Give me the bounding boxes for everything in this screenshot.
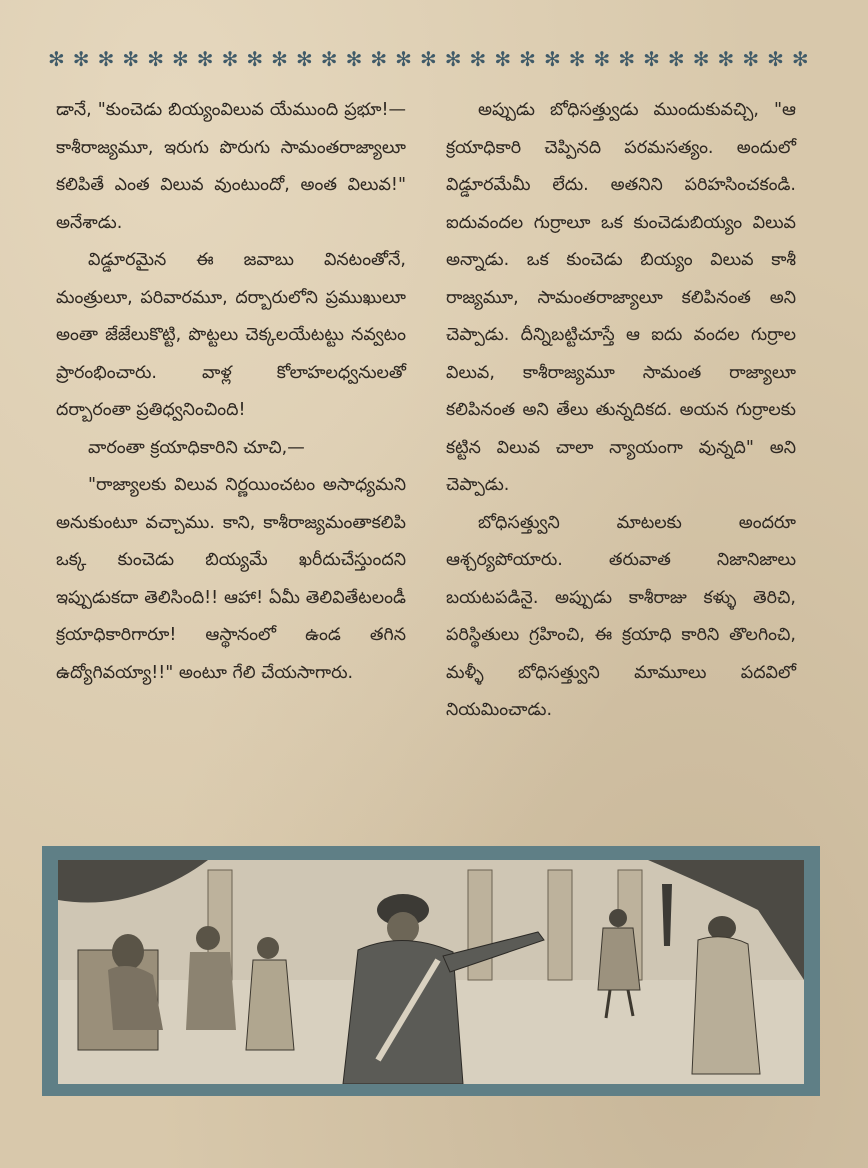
paragraph: విడ్డూరమైన ఈ జవాబు వినటంతోనే, మంత్రులూ, పరివారమూ, దర్బారులోని ప్రముఖులూ అంతా జేజేలుకొట్టి, పొట్టలు చెక్కలయేటట్టు నవ్వటం ప్రారంభించారు. వాళ్ల కోలాహలధ్వనులతో దర్బారంతా ప్రతిధ్వనించింది! xyxy=(56,250,406,420)
star-ornament-icon: ✻ xyxy=(667,47,684,71)
ornamental-border xyxy=(48,46,808,72)
star-ornament-icon: ✻ xyxy=(370,47,387,71)
star-ornament-icon: ✻ xyxy=(171,47,188,71)
star-ornament-icon: ✻ xyxy=(72,47,89,71)
star-ornament-icon: ✻ xyxy=(147,47,163,71)
star-ornament-icon: ✻ xyxy=(395,47,411,71)
star-ornament-icon: ✻ xyxy=(643,47,659,71)
star-ornament-icon: ✻ xyxy=(791,47,808,71)
star-ornament-icon: ✻ xyxy=(345,47,362,71)
star-ornament-icon: ✻ xyxy=(97,47,114,71)
star-ornament-icon: ✻ xyxy=(692,47,709,71)
star-ornament-icon: ✻ xyxy=(742,47,759,71)
star-ornament-icon: ✻ xyxy=(494,47,511,71)
left-text-column xyxy=(56,92,406,692)
star-ornament-icon: ✻ xyxy=(320,47,337,71)
star-ornament-icon: ✻ xyxy=(444,47,461,71)
star-ornament-icon: ✻ xyxy=(543,47,560,71)
star-ornament-icon: ✻ xyxy=(469,47,486,71)
star-ornament-icon: ✻ xyxy=(568,47,585,71)
star-ornament-icon: ✻ xyxy=(519,47,535,71)
paragraph: "రాజ్యాలకు విలువ నిర్ణయించటం అసాధ్యమని అనుకుంటూ వచ్చాము. కాని, కాశీరాజ్యమంతాకలిపి ఒక్క కుంచెడు బియ్యమే ఖరీదుచేస్తుందని ఇప్పుడుకదా తెలిసింది!! ఆహా! ఏమీ తెలివితేటలండీ క్రయాధికారిగారూ! ఆస్థానంలో ఉండ తగిన ఉద్యోగివయ్యా!!" అంటూ గేలి చేయసాగారు. xyxy=(56,475,406,683)
star-ornament-icon: ✻ xyxy=(767,47,783,71)
star-ornament-icon: ✻ xyxy=(246,47,263,71)
star-ornament-icon: ✻ xyxy=(618,47,635,71)
paragraph: బోధిసత్త్వుని మాటలకు అందరూ ఆశ్చర్యపోయారు. తరువాత నిజానిజాలు బయటపడినై. అప్పుడు కాశీరాజు కళ్ళు తెరిచి, పరిస్థితులు గ్రహించి, ఈ క్రయాధి కారిని తొలగించి, మళ్ళీ బోధిసత్త్వుని మామూలు పదవిలో నియమించాడు. xyxy=(446,512,796,720)
paragraph: వారంతా క్రయాధికారిని చూచి,— xyxy=(88,437,305,458)
star-ornament-icon: ✻ xyxy=(419,47,436,71)
star-ornament-icon: ✻ xyxy=(196,47,213,71)
star-ornament-icon: ✻ xyxy=(48,47,64,71)
star-ornament-icon: ✻ xyxy=(593,47,610,71)
star-ornament-icon: ✻ xyxy=(717,47,734,71)
star-ornament-icon: ✻ xyxy=(122,47,139,71)
star-ornament-icon: ✻ xyxy=(271,47,287,71)
star-ornament-icon: ✻ xyxy=(295,47,312,71)
star-ornament-icon: ✻ xyxy=(221,47,238,71)
paragraph: అప్పుడు బోధిసత్త్వుడు ముందుకువచ్చి, "ఆ క్రయాధికారి చెప్పినది పరమసత్యం. అందులో విడ్డూరమేమీ లేదు. అతనిని పరిహసించకండి. ఐదువందల గుర్రాలూ ఒక కుంచెడుబియ్యం విలువ అన్నాడు. ఒక కుంచెడు బియ్యం విలువ కాశీ రాజ్యమూ, సామంతరాజ్యాలూ కలిపినంత అని చెప్పాడు. దీన్నిబట్టిచూస్తే ఆ ఐదు వందల గుర్రాల విలువ, కాశీరాజ్యమూ సామంత రాజ్యాలూ కలిపినంత అని తేలు తున్నదికద. అయన గుర్రాలకు కట్టిన విలువ చాలా న్యాయంగా వున్నది" అని చెప్పాడు. xyxy=(446,100,796,495)
court-scene-illustration xyxy=(42,846,820,1096)
right-text-column xyxy=(446,92,796,730)
paragraph: డానే, "కుంచెడు బియ్యంవిలువ యేముంది ప్రభూ!—కాశీరాజ్యమూ, ఇరుగు పొరుగు సామంతరాజ్యాలూ కలిపితే ఎంత విలువ వుంటుందో, అంత విలువ!" అనేశాడు. xyxy=(56,100,406,233)
